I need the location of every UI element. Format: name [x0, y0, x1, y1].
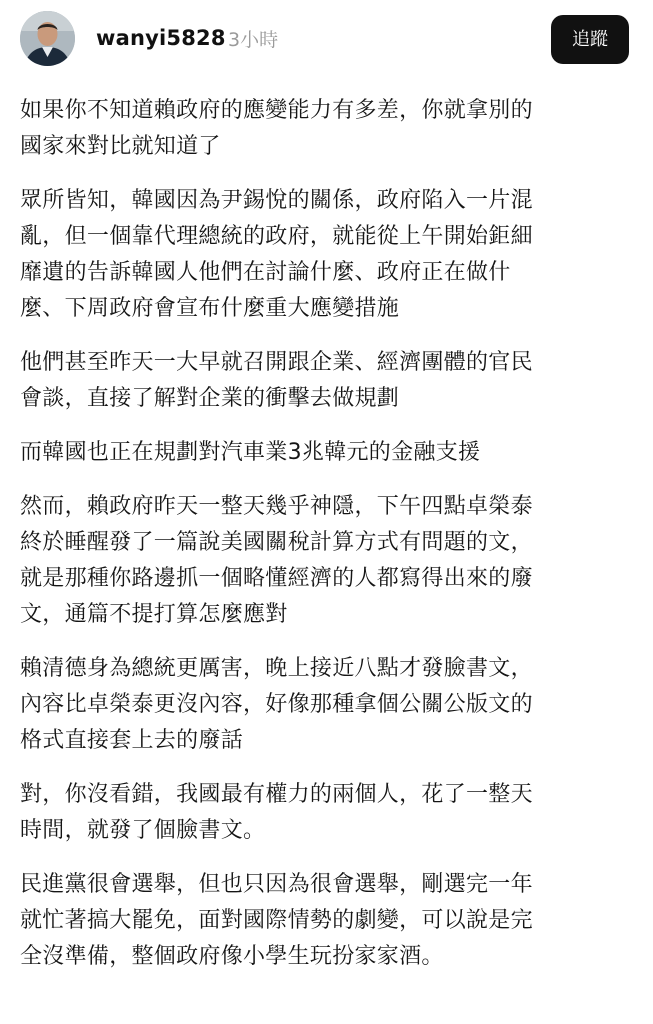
post-paragraph: [20, 489, 635, 633]
post-paragraph: [20, 651, 635, 759]
post-text-line: 賴清德身為總統更厲害，晚上接近八點才發臉書文，: [20, 656, 533, 681]
post-text-line: 對，你沒看錯，我國最有權力的兩個人，花了一整天: [20, 782, 533, 807]
follow-button[interactable]: 追蹤: [551, 15, 629, 64]
post-text-line: 全沒準備，整個政府像小學生玩扮家家酒。: [20, 944, 444, 969]
post-paragraph: [20, 435, 635, 471]
post-time: 3小時: [228, 29, 279, 51]
post-author[interactable]: wanyi5828: [96, 26, 226, 50]
post-text-line: 民進黨很會選舉，但也只因為很會選舉，剛選完一年: [20, 872, 533, 897]
avatar[interactable]: [20, 11, 75, 66]
post-text-line: 格式直接套上去的廢話: [20, 728, 244, 753]
post-text-line: 就是那種你路邊抓一個略懂經濟的人都寫得出來的廢: [20, 566, 533, 591]
post-text-line: 他們甚至昨天一大早就召開跟企業、經濟團體的官民: [20, 350, 533, 375]
avatar-photo-icon: [20, 11, 75, 66]
post-header: [0, 0, 653, 82]
post-text-line: 然而，賴政府昨天一整天幾乎神隱，下午四點卓榮泰: [20, 494, 533, 519]
post-text-line: 內容比卓榮泰更沒內容，好像那種拿個公關公版文的: [20, 692, 533, 717]
post-text-line: 時間，就發了個臉書文。: [20, 818, 266, 843]
post-paragraph: [20, 867, 635, 975]
post-text-line: 國家來對比就知道了: [20, 134, 221, 159]
post-text-line: 亂，但一個靠代理總統的政府，就能從上午開始鉅細: [20, 224, 533, 249]
post-paragraph: [20, 93, 635, 165]
post-text-line: 靡遺的告訴韓國人他們在討論什麼、政府正在做什: [20, 260, 511, 285]
post-text-line: 就忙著搞大罷免，面對國際情勢的劇變，可以說是完: [20, 908, 533, 933]
post-text-line: 會談，直接了解對企業的衝擊去做規劃: [20, 386, 400, 411]
post-body: [20, 93, 635, 993]
post-text-line: 眾所皆知，韓國因為尹錫悅的關係，政府陷入一片混: [20, 188, 533, 213]
post-text-line: 終於睡醒發了一篇說美國關稅計算方式有問題的文，: [20, 530, 533, 555]
post-paragraph: [20, 183, 635, 327]
post-text-line: 文，通篇不提打算怎麼應對: [20, 602, 288, 627]
post-text-line: 而韓國也正在規劃對汽車業3兆韓元的金融支援: [20, 440, 481, 465]
post-text-line: 麼、下周政府會宣布什麼重大應變措施: [20, 296, 400, 321]
post-paragraph: [20, 345, 635, 417]
post-text-line: 如果你不知道賴政府的應變能力有多差，你就拿別的: [20, 98, 533, 123]
post-paragraph: [20, 777, 635, 849]
